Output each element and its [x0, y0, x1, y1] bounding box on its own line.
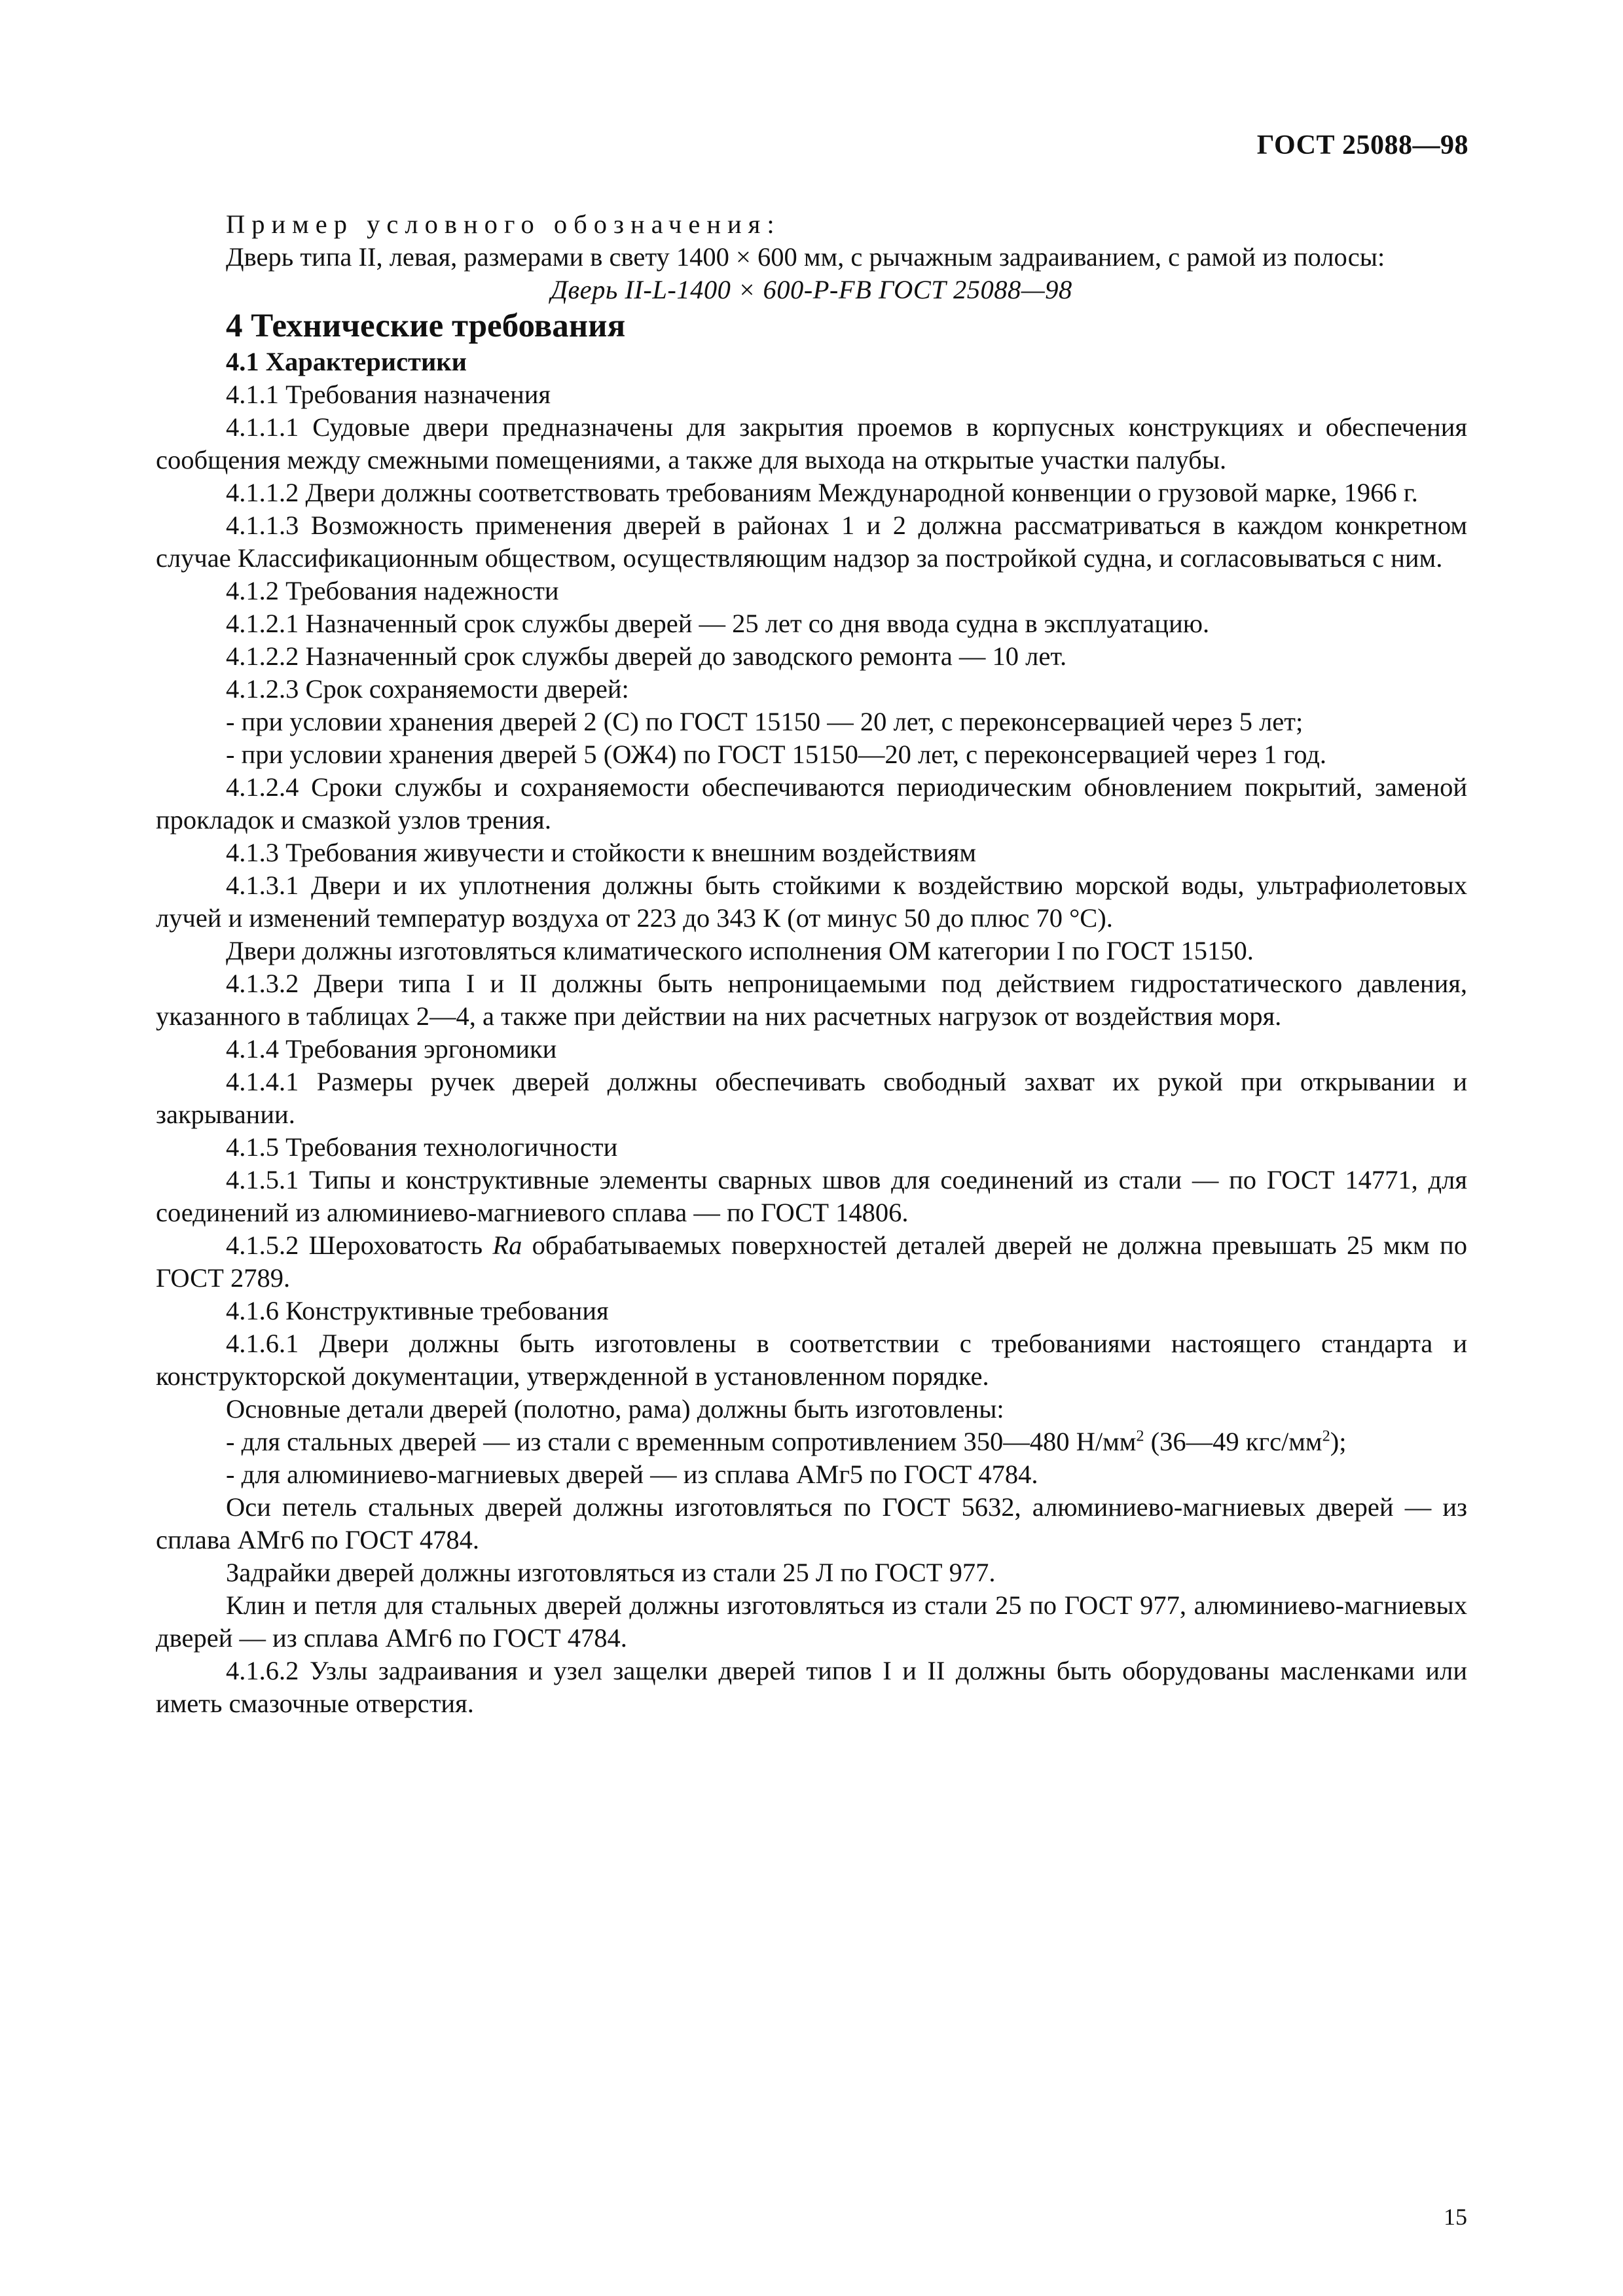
- roughness-text-before: 4.1.5.2 Шероховатость: [226, 1230, 493, 1260]
- roughness-text-after: обрабатываемых поверхностей деталей дверей не должна превышать 25 мкм по ГОСТ 2789.: [156, 1230, 1467, 1293]
- steel-text-2: (36—49 кгс/мм: [1144, 1427, 1322, 1456]
- paragraph: 4.1.4.1 Размеры ручек дверей должны обеспечивать свободный захват их рукой при открывании и закрывании.: [156, 1067, 1467, 1129]
- paragraph: 4.1.2.1 Назначенный срок службы дверей — 25 лет со дня ввода судна в эксплуатацию.: [226, 609, 1210, 638]
- paragraph: 4.1.4 Требования эргономики: [226, 1034, 557, 1064]
- superscript: 2: [1322, 1427, 1330, 1445]
- paragraph: 4.1.1.2 Двери должны соответствовать требованиям Международной конвенции о грузовой марке, 1966 г.: [226, 478, 1418, 507]
- superscript: 2: [1136, 1427, 1144, 1445]
- paragraph: Двери должны изготовляться климатического исполнения ОМ категории I по ГОСТ 15150.: [226, 936, 1254, 965]
- paragraph: 4.1.2.3 Срок сохраняемости дверей:: [226, 674, 629, 704]
- paragraph: Основные детали дверей (полотно, рама) должны быть изготовлены:: [226, 1394, 1004, 1424]
- example-designation: Дверь II-L-1400 × 600-P-FB ГОСТ 25088—98: [551, 275, 1072, 304]
- paragraph: 4.1.2.2 Назначенный срок службы дверей до заводского ремонта — 10 лет.: [226, 641, 1067, 671]
- paragraph: Клин и петля для стальных дверей должны изготовляться из стали 25 по ГОСТ 977, алюминиево-магниевых дверей — из сплава АМг6 по ГОСТ 4784.: [156, 1590, 1467, 1653]
- paragraph: 4.1.3.2 Двери типа I и II должны быть непроницаемыми под действием гидростатического давления, указанного в таблицах 2—4, а также при действии на них расчетных нагрузок от воздействия моря.: [156, 969, 1467, 1031]
- section-title: 4 Технические требования: [226, 308, 626, 344]
- paragraph: 4.1.6.1 Двери должны быть изготовлены в соответствии с требованиями настоящего стандарта и конструкторской документации, утвержденной в установленном порядке.: [156, 1329, 1467, 1391]
- standard-code-header: ГОСТ 25088—98: [1256, 130, 1468, 160]
- paragraph: - при условии хранения дверей 5 (ОЖ4) по ГОСТ 15150—20 лет, с переконсервацией через 1 год.: [226, 740, 1327, 769]
- paragraph: 4.1.1.3 Возможность применения дверей в районах 1 и 2 должна рассматриваться в каждом конкретном случае Классификационным обществом, осуществляющим надзор за постройкой судна, и согласовываться с ним.: [156, 511, 1467, 573]
- document-body: [156, 208, 1467, 1720]
- example-title: Пример условного обозначения:: [226, 209, 781, 239]
- subsection-title: 4.1 Характеристики: [226, 347, 467, 376]
- paragraph: Задрайки дверей должны изготовляться из стали 25 Л по ГОСТ 977.: [226, 1558, 996, 1587]
- paragraph: 4.1.1 Требования назначения: [226, 380, 551, 409]
- steel-paragraph: [156, 1426, 1467, 1458]
- paragraph: 4.1.6.2 Узлы задраивания и узел защелки дверей типов I и II должны быть оборудованы масленками или иметь смазочные отверстия.: [156, 1656, 1467, 1718]
- paragraph: Оси петель стальных дверей должны изготовляться по ГОСТ 5632, алюминиево-магниевых дверей — из сплава АМг6 по ГОСТ 4784.: [156, 1492, 1467, 1554]
- paragraph: 4.1.2.4 Сроки службы и сохраняемости обеспечиваются периодическим обновлением покрытий, заменой прокладок и смазкой узлов трения.: [156, 772, 1467, 834]
- paragraph: 4.1.2 Требования надежности: [226, 576, 559, 605]
- paragraph: 4.1.3 Требования живучести и стойкости к внешним воздействиям: [226, 838, 976, 867]
- example-text: Дверь типа II, левая, размерами в свету 1400 × 600 мм, с рычажным задраиванием, с рамой из полосы:: [226, 242, 1385, 272]
- steel-text-3: );: [1330, 1427, 1347, 1456]
- paragraph: 4.1.5 Требования технологичности: [226, 1132, 618, 1162]
- paragraph: 4.1.6 Конструктивные требования: [226, 1296, 609, 1325]
- paragraph-list: [156, 378, 1467, 1720]
- paragraph: 4.1.1.1 Судовые двери предназначены для закрытия проемов в корпусных конструкциях и обеспечения сообщения между смежными помещениями, а также для выхода на открытые участки палубы.: [156, 412, 1467, 475]
- paragraph: - при условии хранения дверей 2 (С) по ГОСТ 15150 — 20 лет, с переконсервацией через 5 лет;: [226, 707, 1304, 736]
- roughness-symbol: Ra: [492, 1230, 522, 1260]
- paragraph: - для алюминиево-магниевых дверей — из сплава АМг5 по ГОСТ 4784.: [226, 1460, 1038, 1489]
- paragraph: 4.1.5.1 Типы и конструктивные элементы сварных швов для соединений из стали — по ГОСТ 14771, для соединений из алюминиево-магниевого сплава — по ГОСТ 14806.: [156, 1165, 1467, 1227]
- steel-text-1: - для стальных дверей — из стали с временным сопротивлением 350—480 Н/мм: [226, 1427, 1137, 1456]
- roughness-paragraph: [156, 1229, 1467, 1295]
- paragraph: 4.1.3.1 Двери и их уплотнения должны быть стойкими к воздействию морской воды, ультрафиолетовых лучей и изменений температур воздуха от 223 до 343 К (от минус 50 до плюс 70 °С).: [156, 870, 1467, 933]
- page-number: 15: [1444, 2204, 1467, 2230]
